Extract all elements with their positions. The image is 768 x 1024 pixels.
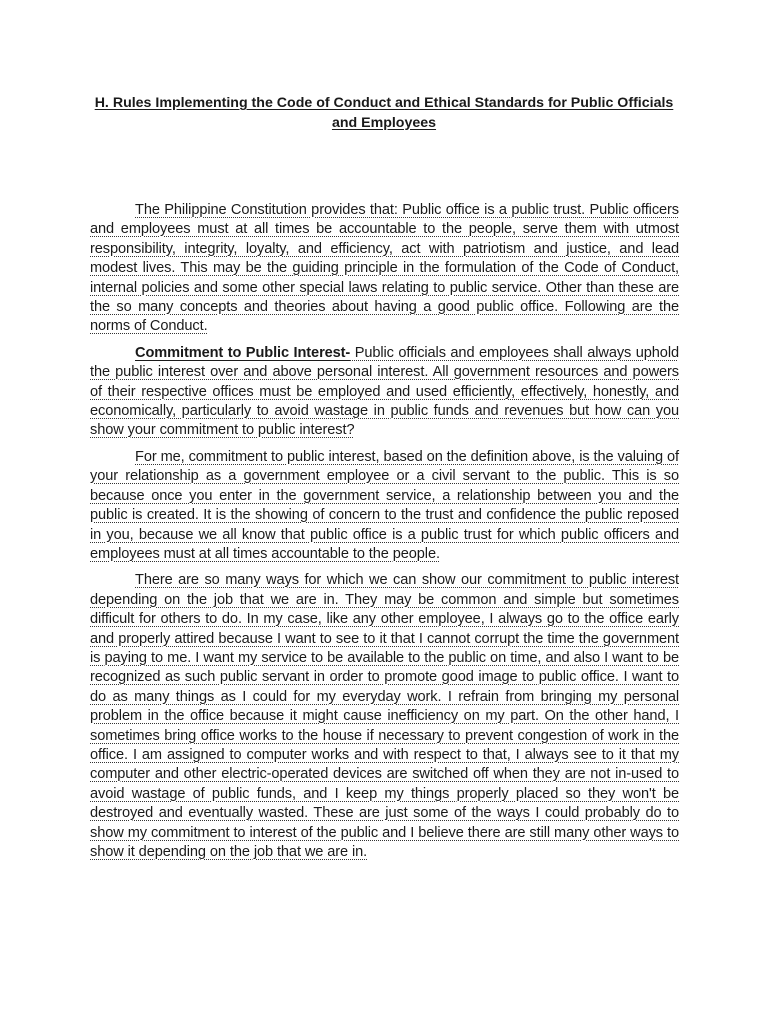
paragraph-constitution — [90, 201, 679, 337]
paragraph-for-me — [90, 448, 679, 564]
paragraph-text: For me, commitment to public interest, based on the definition above, is the valuing of your relationship as a government employee or a civil servant to the public. This is so because once you enter in the government service, a relationship between you and the public is created. It is the showing of concern to the trust and confidence the public reposed in you, because we all know that public office is a public trust for which public officers and employees must at all times accountable to the people. — [90, 448, 679, 562]
paragraph-text: Public officials and employees shall always uphold the public interest over and above personal interest. All government resources and powers of their respective offices must be employed and used efficiently, effectively, honestly, and economically, particularly to avoid wastage in public funds and revenues but how can you show your commitment to public interest? — [90, 344, 679, 439]
paragraph-commitment — [90, 344, 679, 441]
document-title: H. Rules Implementing the Code of Conduct and Ethical Standards for Public Officials and Employees — [94, 95, 674, 131]
paragraph-ways — [90, 571, 679, 862]
paragraph-text: There are so many ways for which we can show our commitment to public interest depending on the job that we are in. They may be common and simple but sometimes difficult for others to do. In my case, like any other employee, I always go to the office early and properly attired because I want to see to it that I cannot corrupt the time the government is paying to me. I want my service to be available to the public on time, and also I want to be recognized as such public servant in order to promote good image to public office. I want to do as many things as I could for my everyday work. I refrain from bringing my personal problem in the office because it might cause inefficiency on my part. On the other hand, I sometimes bring office works to the house if necessary to prevent congestion of work in the office. I am assigned to computer works and with respect to that, I always see to it that my computer and other electric-operated devices are switched off when they are not in-used to avoid wastage of public funds, and I keep my things properly placed so they won't be destroyed and eventually wasted. These are just some of the ways I could probably do to show my commitment to interest of the public and I believe there are still many other ways to show it depending on the job that we are in. — [90, 572, 679, 860]
document-body — [90, 201, 679, 869]
paragraph-text: The Philippine Constitution provides that: Public office is a public trust. Public officers and employees must at all times be accountable to the people, serve them with utmost responsibility, integrity, loyalty, and efficiency, act with patriotism and justice, and lead modest lives. This may be the guiding principle in the formulation of the Code of Conduct, internal policies and some other special laws relating to public service. Other than these are the so many concepts and theories about having a good public office. Following are the norms of Conduct. — [90, 202, 679, 335]
lead-text: Commitment to Public Interest- — [135, 344, 351, 361]
paragraph-lead — [135, 345, 350, 361]
